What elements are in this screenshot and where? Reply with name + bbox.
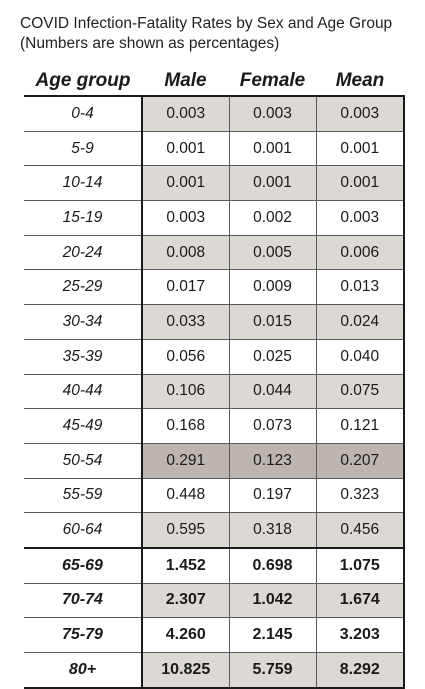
table-header: [24, 67, 404, 96]
male-rate-cell: 0.448: [142, 478, 229, 513]
mean-rate-cell: 0.001: [316, 166, 404, 201]
age-group-cell: 55-59: [24, 478, 142, 513]
female-rate-cell: 0.197: [229, 478, 316, 513]
table-row: [24, 131, 404, 166]
male-rate-cell: 0.008: [142, 235, 229, 270]
age-group-cell: 20-24: [24, 235, 142, 270]
table-row: [24, 548, 404, 583]
mean-rate-cell: 0.013: [316, 270, 404, 305]
header-male: Male: [164, 70, 207, 91]
age-group-cell: 45-49: [24, 409, 142, 444]
female-rate-cell: 2.145: [229, 618, 316, 653]
table-row: [24, 583, 404, 618]
male-rate-cell: 0.001: [142, 166, 229, 201]
table-row: [24, 235, 404, 270]
table-row: [24, 374, 404, 409]
male-rate-cell: 0.168: [142, 409, 229, 444]
table-title: COVID Infection-Fatality Rates by Sex and Age Group: [20, 15, 393, 32]
female-rate-cell: 1.042: [229, 583, 316, 618]
age-group-cell: 70-74: [24, 583, 142, 618]
mean-rate-cell: 0.024: [316, 305, 404, 340]
female-rate-cell: 0.318: [229, 513, 316, 548]
table-title-block: [20, 14, 392, 54]
age-group-cell: 50-54: [24, 443, 142, 478]
mean-rate-cell: 0.003: [316, 96, 404, 131]
male-rate-cell: 0.056: [142, 339, 229, 374]
age-group-cell: 35-39: [24, 339, 142, 374]
female-rate-cell: 0.009: [229, 270, 316, 305]
age-group-cell: 10-14: [24, 166, 142, 201]
mean-rate-cell: 0.323: [316, 478, 404, 513]
age-group-cell: 75-79: [24, 618, 142, 653]
female-rate-cell: 0.044: [229, 374, 316, 409]
header-mean: Mean: [335, 70, 385, 91]
female-rate-cell: 5.759: [229, 653, 316, 688]
mean-rate-cell: 0.207: [316, 443, 404, 478]
table-body: [24, 96, 404, 688]
age-group-cell: 40-44: [24, 374, 142, 409]
mean-rate-cell: 3.203: [316, 618, 404, 653]
female-rate-cell: 0.001: [229, 166, 316, 201]
table-row: [24, 166, 404, 201]
mean-rate-cell: 0.006: [316, 235, 404, 270]
male-rate-cell: 0.291: [142, 443, 229, 478]
table-row: [24, 96, 404, 131]
mean-rate-cell: 1.674: [316, 583, 404, 618]
female-rate-cell: 0.123: [229, 443, 316, 478]
age-group-cell: 30-34: [24, 305, 142, 340]
table-row: [24, 409, 404, 444]
male-rate-cell: 0.003: [142, 201, 229, 236]
mean-rate-cell: 0.075: [316, 374, 404, 409]
table-row: [24, 653, 404, 688]
table-row: [24, 478, 404, 513]
table-row: [24, 201, 404, 236]
mean-rate-cell: 0.003: [316, 201, 404, 236]
age-group-cell: 80+: [24, 653, 142, 688]
header-female: Female: [239, 70, 306, 91]
female-rate-cell: 0.698: [229, 548, 316, 583]
age-group-cell: 25-29: [24, 270, 142, 305]
female-rate-cell: 0.002: [229, 201, 316, 236]
female-rate-cell: 0.015: [229, 305, 316, 340]
male-rate-cell: 1.452: [142, 548, 229, 583]
female-rate-cell: 0.001: [229, 131, 316, 166]
male-rate-cell: 0.017: [142, 270, 229, 305]
table-row: [24, 443, 404, 478]
table-subtitle: (Numbers are shown as percentages): [20, 35, 280, 52]
table-row: [24, 270, 404, 305]
header-age-group: Age group: [35, 70, 131, 91]
fatality-rate-table: [24, 67, 405, 689]
table-row: [24, 339, 404, 374]
mean-rate-cell: 1.075: [316, 548, 404, 583]
age-group-cell: 65-69: [24, 548, 142, 583]
age-group-cell: 0-4: [24, 96, 142, 131]
age-group-cell: 60-64: [24, 513, 142, 548]
mean-rate-cell: 0.121: [316, 409, 404, 444]
table-row: [24, 513, 404, 548]
male-rate-cell: 0.106: [142, 374, 229, 409]
male-rate-cell: 0.001: [142, 131, 229, 166]
female-rate-cell: 0.073: [229, 409, 316, 444]
female-rate-cell: 0.005: [229, 235, 316, 270]
mean-rate-cell: 0.456: [316, 513, 404, 548]
female-rate-cell: 0.003: [229, 96, 316, 131]
mean-rate-cell: 0.001: [316, 131, 404, 166]
male-rate-cell: 2.307: [142, 583, 229, 618]
table-row: [24, 305, 404, 340]
male-rate-cell: 0.003: [142, 96, 229, 131]
male-rate-cell: 10.825: [142, 653, 229, 688]
female-rate-cell: 0.025: [229, 339, 316, 374]
mean-rate-cell: 8.292: [316, 653, 404, 688]
header-row: [24, 67, 404, 96]
age-group-cell: 5-9: [24, 131, 142, 166]
table-row: [24, 618, 404, 653]
male-rate-cell: 0.595: [142, 513, 229, 548]
age-group-cell: 15-19: [24, 201, 142, 236]
male-rate-cell: 0.033: [142, 305, 229, 340]
mean-rate-cell: 0.040: [316, 339, 404, 374]
male-rate-cell: 4.260: [142, 618, 229, 653]
